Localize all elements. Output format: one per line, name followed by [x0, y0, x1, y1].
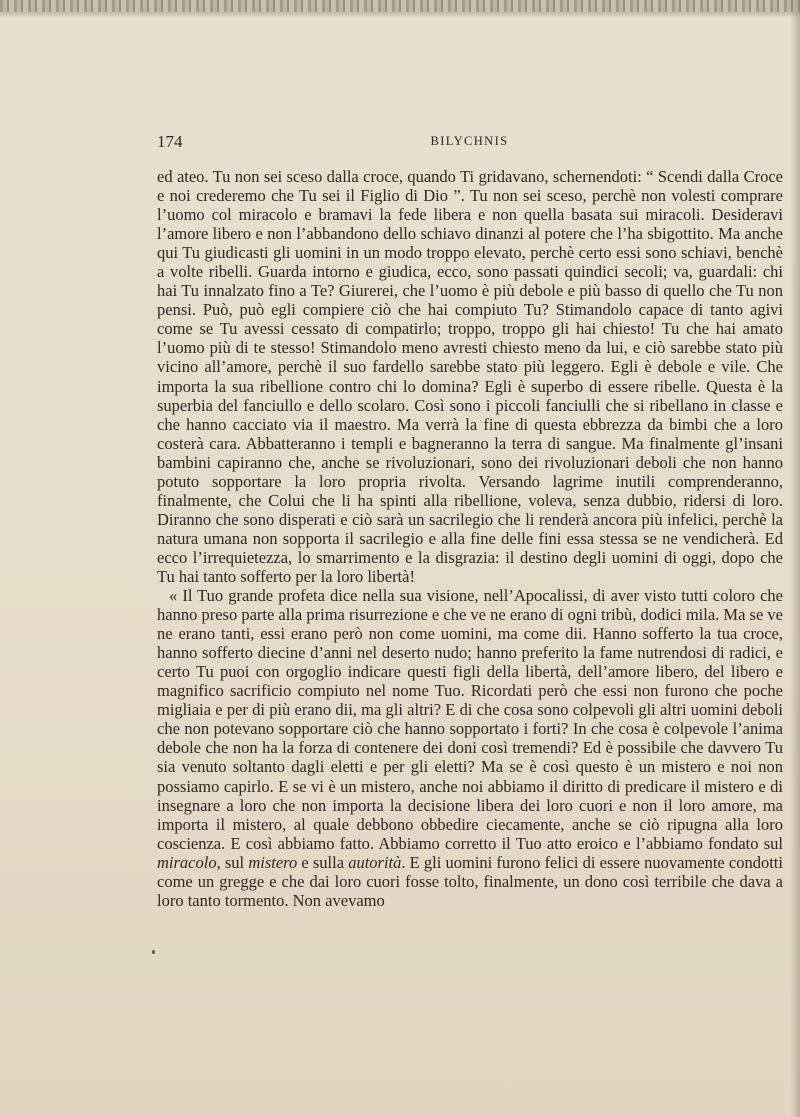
page-number: 174 [157, 132, 183, 151]
page-header [157, 130, 782, 154]
emphasis-miracolo: miracolo [157, 852, 217, 872]
ink-speck [152, 950, 155, 954]
body-text [157, 167, 783, 910]
running-head: BILYCHNIS [430, 134, 509, 148]
emphasis-autorita: autorità [348, 852, 402, 872]
separator-1: , sul [216, 852, 249, 872]
paragraph-2-end: . E gli uomini furono felici di essere nuovamente condotti come un gregge e che dai loro cuori fosse tolto, finalmente, un dono così terribile che dava a loro tanto tormento. Non avevamo [157, 852, 783, 910]
paragraph-2 [157, 586, 783, 910]
paragraph-1: ed ateo. Tu non sei sceso dalla croce, quando Ti gridavano, schernendoti: “ Scendi dalla Croce e noi crederemo che Tu sei il Figlio di Dio ”. Tu non sei sceso, perchè non volesti comprare l’uomo col miracolo e bramavi la fede libera e non quella basata sui miracoli. Desideravi l’amore libero e non l’abbandono dello schiavo dinanzi al potere che l’ha sbigottito. Ma anche qui Tu giudicasti gli uomini in un modo troppo elevato, perchè certo essi sono schiavi, benchè a volte ribelli. Guarda intorno e giudica, ecco, sono passati quindici secoli; va, guardali: chi hai Tu innalzato fino a Te? Giurerei, che l’uomo è più debole e più basso di quello che Tu non pensi. Può, può egli compiere ciò che hai compiuto Tu? Stimandolo capace di tanto agivi come se Tu avessi cessato di compatirlo; troppo, troppo gli hai chiesto! Tu che hai amato l’uomo più di te stesso! Stimandolo meno avresti chiesto meno da lui, e ciò sarebbe stato più vicino all’amore, perchè il suo fardello sarebbe stato più leggero. Egli è debole e vile. Che importa la sua ribellione contro chi lo domina? Egli è superbo di essere ribelle. Questa è la superbia del fanciullo e dello scolaro. Così sono i piccoli fanciulli che si ribellano in classe e che hanno cacciato via il maestro. Ma verrà la fine di questa ebbrezza da bimbi che a loro costerà cara. Abbatteranno i templi e bagneranno la terra di sangue. Ma finalmente gl’insani bambini capiranno che, anche se rivoluzionari, sono dei rivoluzionari deboli che non hanno potuto sopportare la loro propria rivolta. Versando lagrime inutili comprenderanno, finalmente, che Colui che li ha spinti alla ribellione, voleva, senza dubbio, ridersi di loro. Diranno che sono disperati e ciò sarà un sacrilegio che li renderà ancora più infelici, perchè la natura umana non sopporta il sacrilegio e alla fine delle fini essa stessa se ne vendicherà. Ed ecco l’irrequietezza, lo smarrimento e la disgrazia: il destino degli uomini di oggi, dopo che Tu hai tanto sofferto per la loro libertà! [157, 167, 783, 586]
page-right-edge [790, 0, 800, 1117]
page-top-edge [0, 0, 800, 12]
paragraph-2-text: « Il Tuo grande profeta dice nella sua visione, nell’Apocalissi, di aver visto tutti coloro che hanno preso parte alla prima risurrezione e che ve ne erano di ogni tribù, dodici mila. Ma se ve ne erano tanti, essi erano però non come uomini, ma come dii. Hanno sofferto la tua croce, hanno sofferto diecine d’anni nel deserto nudo; hanno preferito la fame nutrendosi di radici, e certo Tu puoi con orgoglio indicare questi figli della libertà, dell’amore libero, del libero e magnifico sacrificio compiuto nel nome Tuo. Ricordati però che essi non furono che poche migliaia e per di più erano dii, ma gli altri? E di che cosa sono colpevoli gli altri uomini deboli che non potevano sopportare ciò che hanno sopportato i forti? In che cosa è colpevole l’anima debole che non ha la forza di contenere dei doni così tremendi? Ed è possibile che davvero Tu sia venuto soltanto dagli eletti e per gli eletti? Ma se è così questo è un mistero e noi non possiamo capirlo. E se vi è un mistero, anche noi abbiamo il diritto di predicare il mistero e di insegnare a loro che non importa la decisione libera dei loro cuori e non il loro amore, ma importa il mistero, al quale debbono obbedire ciecamente, anche se ciò ripugna alla loro coscienza. E così abbiamo fatto. Abbiamo corretto il Tuo atto eroico e l’abbiamo fondato sul [157, 586, 783, 853]
separator-2: e sulla [297, 852, 349, 872]
emphasis-mistero: mistero [248, 852, 298, 872]
page-top-shadow [0, 12, 800, 18]
